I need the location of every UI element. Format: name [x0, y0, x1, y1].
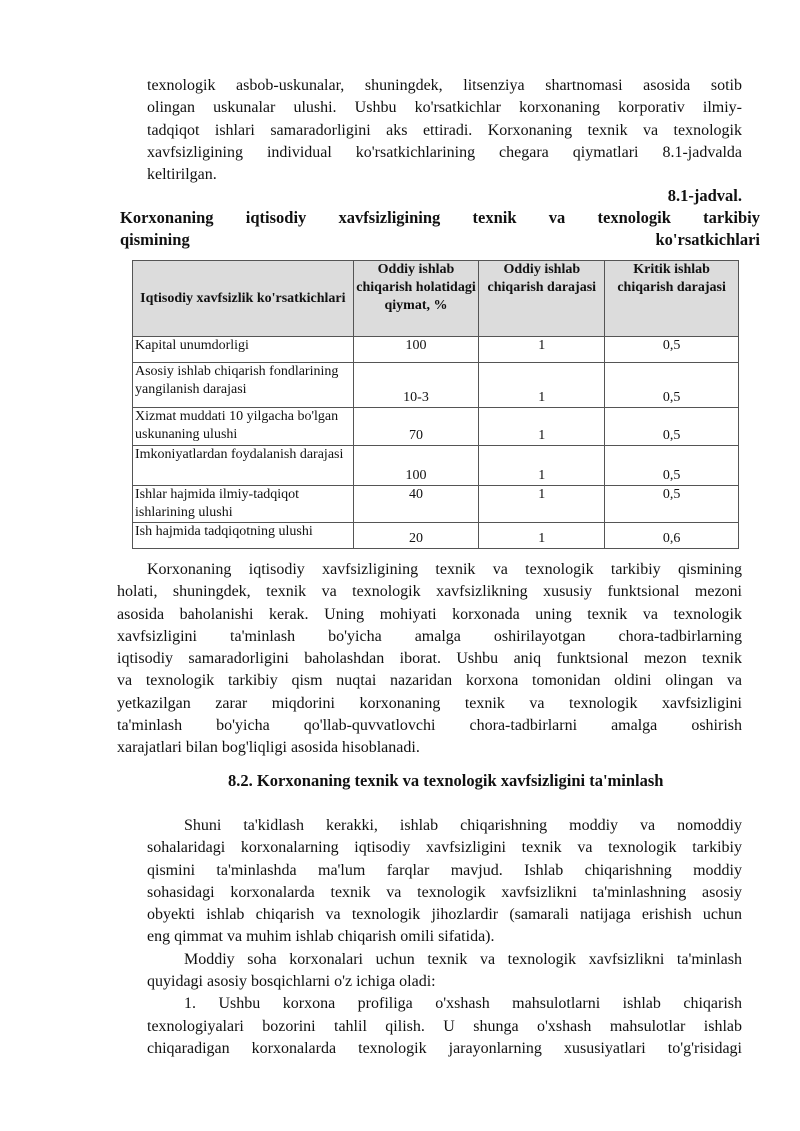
normal-value: 100 [353, 446, 479, 486]
normal-level: 1 [479, 408, 605, 446]
table-header-row [133, 261, 739, 337]
text-line: keltirilgan. [147, 166, 217, 184]
indicator-name: Ishlar hajmida ilmiy-tadqiqot ishlarining ulushi [133, 486, 354, 523]
critical-level: 0,5 [605, 363, 739, 408]
header-critical-level: Kritik ishlab chiqarish darajasi [605, 261, 739, 337]
indicator-name: Imkoniyatlardan foydalanish darajasi [133, 446, 354, 486]
text-line: va texnologik tarkibiy qism nuqtai nazaridan korxona tomonidan oldini olingan va [117, 672, 742, 690]
text-line: Korxonaning iqtisodiy xavfsizligining texnik va texnologik tarkibiy qismining [147, 561, 742, 578]
table-row [133, 523, 739, 549]
indicator-name: Ish hajmida tadqiqotning ulushi [133, 523, 354, 549]
indicator-name: Xizmat muddati 10 yilgacha bo'lgan uskunaning ulushi [133, 408, 354, 446]
body-paragraph [117, 559, 742, 760]
text-line: Shuni ta'kidlash kerakki, ishlab chiqarishning moddiy va nomoddiy [184, 817, 742, 834]
table-number: 8.1-jadval. [667, 186, 742, 205]
critical-level: 0,5 [605, 446, 739, 486]
text-line: ta'minlash bo'yicha qo'llab-quvvatlovchi chora-tadbirlarni amalga oshirish [117, 717, 742, 735]
table-row [133, 408, 739, 446]
text-line: xavfsizligini ta'minlash bo'yicha amalga oshirilayotgan chora-tadbirlarning [117, 627, 742, 645]
table-row [133, 337, 739, 363]
text-line: quyidagi asosiy bosqichlarni o'z ichiga oladi: [147, 973, 436, 991]
normal-level: 1 [479, 337, 605, 363]
normal-level: 1 [479, 486, 605, 523]
header-indicator: Iqtisodiy xavfsizlik ko'rsatkichlari [133, 261, 354, 337]
text-line: holati, shuningdek, texnik va texnologik xavfsizlikning xususiy funktsional mezoni [117, 583, 742, 601]
text-line: chiqaradigan korxonalarda texnologik jarayonlarning xususiyatlari to'g'risidagi [147, 1039, 742, 1057]
table-row [133, 446, 739, 486]
text-line: xarajatlari bilan bog'liqligi asosida hisoblanadi. [117, 739, 420, 757]
text-line: texnologik asbob-uskunalar, shuningdek, litsenziya shartnomasi asosida sotib [147, 77, 742, 94]
text-line: olingan uskunalar ulushi. Ushbu ko'rsatkichlar korxonaning korporativ ilmiy- [147, 99, 742, 117]
text-line: texnologiyalari bozorini tahlil qilish. U shunga o'xshash mahsulotlar ishlab [147, 1017, 742, 1035]
text-line: sohalaridagi korxonalarning iqtisodiy xavfsizligini texnik va texnologik tarkibiy [147, 839, 742, 857]
header-normal-level: Oddiy ishlab chiqarish darajasi [479, 261, 605, 337]
text-line: sohasidagi korxonalarda texnik va texnologik xavfsizlikni ta'minlashning asosiy [147, 883, 742, 901]
header-normal-value: Oddiy ishlab chiqarish holatidagi qiymat, % [353, 261, 479, 337]
text-line: xavfsizligining individual ko'rsatkichlarining chegara qiymatlari 8.1-jadvalda [147, 143, 742, 161]
text-line: yetkazilgan zarar miqdorini korxonaning texnik va texnologik xavfsizligini [117, 694, 742, 712]
text-line: tadqiqot ishlari samaradorligini aks ettiradi. Korxonaning texnik va texnologik [147, 121, 742, 139]
normal-level: 1 [479, 523, 605, 549]
table-row [133, 363, 739, 408]
text-line: Moddiy soha korxonalari uchun texnik va texnologik xavfsizlikni ta'minlash [184, 950, 742, 968]
indicator-name: Asosiy ishlab chiqarish fondlarining yangilanish darajasi [133, 363, 354, 408]
critical-level: 0,5 [605, 337, 739, 363]
text-line: qismini ta'minlashda ma'lum farqlar mavjud. Ishlab chiqarishning moddiy [147, 861, 742, 879]
critical-level: 0,5 [605, 486, 739, 523]
text-line: asosida baholanishi kerak. Uning mohiyati korxonada uning texnik va texnologik [117, 605, 742, 623]
normal-value: 40 [353, 486, 479, 523]
normal-level: 1 [479, 446, 605, 486]
section-body [147, 815, 742, 1060]
text-line: obyekti ishlab chiqarish va texnologik jihozlardir (samarali natijaga erishish uchun [147, 906, 742, 924]
normal-value: 70 [353, 408, 479, 446]
table-title [120, 207, 760, 251]
critical-level: 0,5 [605, 408, 739, 446]
table-title-line: qismining ko'rsatkichlari [120, 230, 760, 249]
normal-value: 10-3 [353, 363, 479, 408]
text-line: iqtisodiy samaradorligini baholashdan iborat. Ushbu aniq funktsional mezon texnik [117, 650, 742, 668]
text-line: 1. Ushbu korxona profiliga o'xshash mahsulotlarni ishlab chiqarish [184, 995, 742, 1013]
indicator-name: Kapital unumdorligi [133, 337, 354, 363]
intro-paragraph [147, 75, 742, 186]
normal-value: 20 [353, 523, 479, 549]
text-line: eng qimmat va muhim ishlab chiqarish omili sifatida). [147, 928, 495, 946]
table-title-line: Korxonaning iqtisodiy xavfsizligining texnik va texnologik tarkibiy [120, 208, 760, 227]
table-row [133, 486, 739, 523]
critical-level: 0,6 [605, 523, 739, 549]
indicators-table [132, 260, 739, 549]
normal-level: 1 [479, 363, 605, 408]
section-heading: 8.2. Korxonaning texnik va texnologik xavfsizligini ta'minlash [228, 771, 664, 790]
normal-value: 100 [353, 337, 479, 363]
